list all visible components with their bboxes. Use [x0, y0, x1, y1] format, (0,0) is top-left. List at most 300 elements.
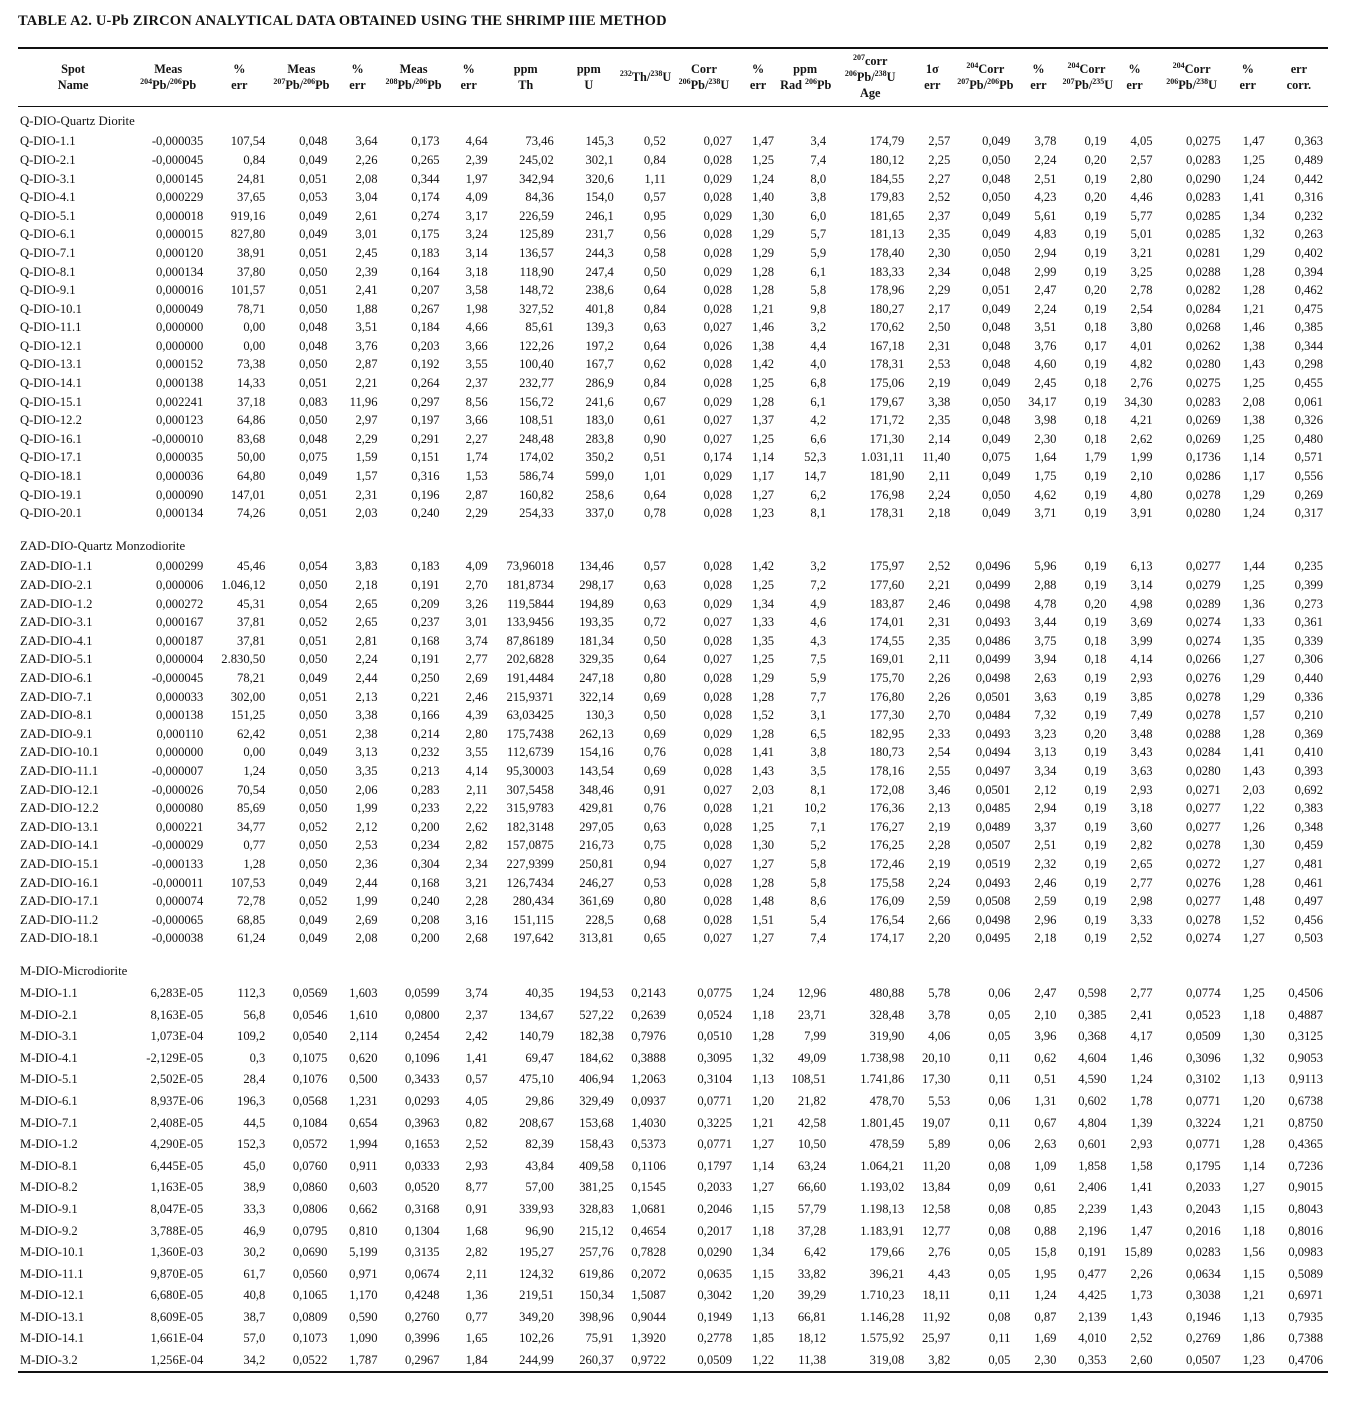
table-cell: 2,28	[465, 894, 488, 909]
table-cell: 175,7438	[506, 726, 554, 741]
table-cell: 0,050	[299, 357, 328, 372]
table-cell: 361,69	[579, 894, 614, 909]
table-cell: 1,2063	[631, 1072, 666, 1087]
table-cell: 0,200	[411, 931, 440, 946]
table-cell: 2,63	[1034, 670, 1057, 685]
table-cell: 0,2454	[404, 1029, 440, 1044]
table-cell: 179,67	[869, 394, 905, 409]
table-cell: 0,000134	[156, 506, 204, 521]
table-cell: 0,1084	[292, 1115, 328, 1130]
table-cell: 0,0771	[697, 1137, 733, 1152]
table-cell: 313,81	[579, 931, 614, 946]
table-cell: 2,93	[1130, 782, 1153, 797]
table-cell: 202,6828	[506, 652, 554, 667]
spot-name-cell: M-DIO-11.1	[20, 1266, 84, 1281]
table-cell: 4,2	[810, 413, 827, 428]
table-cell: 406,94	[579, 1072, 614, 1087]
table-cell: 1,28	[752, 726, 775, 741]
table-cell: 1,34	[752, 596, 775, 611]
table-cell: 3,64	[355, 134, 378, 149]
table-cell: 1,30	[752, 838, 775, 853]
table-cell: 2,52	[928, 559, 951, 574]
table-cell: 3,63	[1130, 763, 1153, 778]
table-cell: 1,28	[243, 856, 266, 871]
table-cell: 2,11	[466, 782, 488, 797]
spot-name-cell: Q-DIO-17.1	[20, 450, 82, 465]
table-cell: 0,57	[643, 559, 666, 574]
table-cell: 1,47	[1242, 134, 1265, 149]
table-cell: 1,52	[1242, 912, 1265, 927]
table-cell: 0,87	[1034, 1309, 1057, 1324]
table-cell: 2,76	[1130, 376, 1153, 391]
table-cell: 136,57	[519, 245, 554, 260]
spot-name-cell: M-DIO-5.1	[20, 1072, 78, 1087]
table-cell: 184,55	[869, 171, 905, 186]
table-cell: 6,680E-05	[150, 1288, 204, 1303]
table-cell: 329,35	[579, 652, 614, 667]
table-cell: 1,25	[752, 652, 775, 667]
table-cell: 0,0498	[975, 670, 1011, 685]
table-cell: 2,17	[928, 301, 951, 316]
table-cell: 5,78	[928, 985, 951, 1000]
table-cell: 49,09	[797, 1050, 827, 1065]
table-cell: 6,8	[810, 376, 827, 391]
table-cell: 5,8	[810, 283, 827, 298]
table-cell: 0,64	[643, 652, 666, 667]
table-cell: 478,70	[869, 1093, 905, 1108]
table-cell: 1,25	[1242, 431, 1265, 446]
table-cell: 2,80	[465, 726, 488, 741]
table-cell: 33,3	[243, 1201, 266, 1216]
table-cell: 2,70	[928, 708, 951, 723]
table-cell: 297,05	[579, 819, 614, 834]
table-cell: 0,475	[1294, 301, 1323, 316]
table-cell: 0,051	[299, 283, 328, 298]
table-cell: 0,69	[643, 689, 666, 704]
table-cell: 39,29	[797, 1288, 827, 1303]
table-cell: 28,4	[243, 1072, 266, 1087]
table-cell: 0,050	[299, 801, 328, 816]
table-cell: 1,29	[752, 670, 775, 685]
table-cell: 0,0540	[292, 1029, 328, 1044]
table-cell: 0,028	[703, 559, 733, 574]
table-cell: 2,03	[752, 782, 775, 797]
table-cell: 0,1797	[697, 1158, 733, 1173]
table-cell: 0,0509	[1186, 1029, 1221, 1044]
table-cell: 0,556	[1294, 469, 1323, 484]
table-cell: 2,57	[928, 134, 951, 149]
table-cell: 0,028	[703, 190, 733, 205]
table-row	[18, 281, 1328, 300]
table-cell: 0,19	[1084, 264, 1107, 279]
table-cell: 7,2	[810, 578, 827, 592]
table-cell: 0,0809	[292, 1309, 328, 1324]
table-cell: 0,19	[1084, 875, 1107, 890]
table-cell: 0,7935	[1288, 1309, 1323, 1324]
table-cell: 8,77	[465, 1180, 488, 1195]
table-cell: 0,000035	[156, 450, 204, 465]
table-cell: 2,11	[928, 652, 951, 667]
table-cell: 0,0795	[292, 1223, 328, 1238]
table-cell: 0,184	[411, 320, 440, 335]
table-cell: 1,14	[1242, 450, 1265, 465]
table-cell: 0,174	[703, 450, 733, 465]
table-cell: 0,3135	[404, 1245, 440, 1260]
table-cell: 11,40	[922, 450, 951, 465]
table-cell: 0,168	[411, 875, 440, 890]
spot-name-cell: M-DIO-12.1	[20, 1288, 85, 1303]
table-row	[18, 781, 1328, 800]
table-cell: 12,58	[921, 1201, 951, 1216]
table-cell: 0,183	[411, 245, 440, 260]
table-cell: 1,610	[349, 1007, 378, 1022]
table-cell: 0,3102	[1186, 1072, 1221, 1087]
table-cell: 0,3996	[404, 1331, 440, 1346]
table-cell: 1,27	[752, 1180, 775, 1195]
table-cell: 0,026	[703, 338, 733, 353]
table-title: TABLE A2. U-Pb ZIRCON ANALYTICAL DATA OBTAINED USING THE SHRIMP IIIE METHOD	[18, 13, 667, 29]
table-cell: 176,98	[869, 487, 905, 502]
table-cell: 0,0546	[292, 1007, 328, 1022]
table-cell: 96,90	[525, 1223, 554, 1238]
table-cell: 124,32	[519, 1266, 554, 1281]
table-cell: 3,94	[1034, 652, 1057, 667]
table-cell: 0,028	[703, 708, 733, 723]
table-cell: 0,442	[1294, 171, 1323, 186]
table-cell: 1,57	[355, 469, 378, 484]
table-cell: 2,11	[928, 469, 951, 484]
table-cell: 0,385	[1078, 1007, 1107, 1022]
table-cell: 1,073E-04	[150, 1029, 204, 1044]
table-cell: 1,28	[752, 1029, 775, 1044]
table-cell: 0,000074	[156, 894, 204, 909]
table-cell: 3,04	[355, 190, 378, 205]
table-cell: 4,590	[1078, 1072, 1107, 1087]
table-cell: 328,48	[869, 1007, 905, 1022]
table-cell: 2,76	[928, 1245, 951, 1260]
table-cell: 244,99	[519, 1353, 554, 1368]
table-cell: 83,68	[237, 431, 266, 446]
table-cell: 2,08	[355, 171, 378, 186]
table-cell: 0,051	[299, 633, 328, 648]
table-cell: 33,82	[797, 1266, 827, 1281]
table-cell: 46,9	[243, 1223, 266, 1238]
table-cell: 1.741,86	[860, 1072, 905, 1087]
table-cell: 0,000120	[156, 245, 204, 260]
table-cell: 0,00	[243, 320, 266, 335]
table-cell: 154,16	[579, 745, 614, 760]
table-cell: -0,000010	[151, 431, 204, 446]
table-cell: 2,77	[465, 652, 488, 667]
table-cell: 2,39	[355, 264, 378, 279]
table-cell: 3,58	[465, 283, 488, 298]
table-cell: 1.146,28	[860, 1309, 905, 1324]
table-row	[18, 595, 1328, 614]
table-cell: 475,10	[519, 1072, 554, 1087]
table-cell: 151,25	[230, 708, 266, 723]
table-cell: 11,20	[922, 1158, 951, 1173]
table-cell: 260,37	[579, 1353, 614, 1368]
table-cell: 4,64	[465, 134, 488, 149]
table-cell: 37,28	[797, 1223, 827, 1238]
table-cell: 0,049	[982, 469, 1011, 484]
table-cell: 84,36	[525, 190, 554, 205]
table-row	[18, 337, 1328, 356]
spot-name-cell: Q-DIO-5.1	[20, 208, 76, 223]
table-cell: 1,13	[752, 1072, 775, 1087]
table-cell: 2,87	[465, 487, 488, 502]
table-cell: 0,477	[1078, 1266, 1107, 1281]
table-cell: 1,26	[1242, 819, 1265, 834]
table-cell: 0,049	[299, 875, 328, 890]
table-cell: 1,28	[752, 264, 775, 279]
table-cell: 196,3	[237, 1093, 266, 1108]
table-cell: 0,197	[411, 413, 440, 428]
table-cell: 2,77	[1130, 985, 1153, 1000]
table-cell: 0,1304	[404, 1223, 440, 1238]
table-cell: 0,76	[643, 745, 666, 760]
spot-name-cell: ZAD-DIO-16.1	[20, 875, 99, 890]
spot-name-cell: Q-DIO-7.1	[20, 245, 76, 260]
table-cell: 0,075	[299, 450, 328, 465]
table-cell: 8,163E-05	[150, 1007, 204, 1022]
table-cell: 0,000000	[156, 320, 204, 335]
table-cell: 2,31	[928, 615, 951, 630]
table-cell: 2,35	[928, 227, 951, 242]
table-cell: 0,075	[982, 450, 1011, 465]
table-cell: 0,049	[982, 431, 1011, 446]
table-cell: 0,11	[988, 1050, 1011, 1065]
table-cell: 6,445E-05	[150, 1158, 204, 1173]
spot-name-cell: Q-DIO-11.1	[20, 320, 82, 335]
table-cell: 339,93	[519, 1201, 554, 1216]
table-cell: 1,32	[1242, 227, 1265, 242]
table-cell: 381,25	[579, 1180, 614, 1195]
table-cell: 6,1	[810, 394, 827, 409]
table-cell: 1,33	[1242, 615, 1265, 630]
table-cell: 178,96	[869, 283, 905, 298]
table-cell: 0,050	[299, 301, 328, 316]
table-cell: 0,0280	[1186, 763, 1221, 778]
table-cell: 0,265	[411, 152, 440, 167]
table-cell: 1,28	[752, 283, 775, 298]
table-cell: 3,38	[928, 394, 951, 409]
table-cell: 2,12	[355, 819, 378, 834]
table-cell: 0,19	[1084, 245, 1107, 260]
table-cell: 2,10	[1130, 469, 1153, 484]
table-cell: 0,0800	[404, 1007, 440, 1022]
table-cell: 133,9456	[506, 615, 554, 630]
table-cell: 0,1076	[292, 1072, 328, 1087]
table-cell: 0,210	[1294, 708, 1323, 723]
table-cell: 0,383	[1294, 801, 1323, 816]
table-cell: 176,25	[869, 838, 905, 853]
table-cell: 0,91	[643, 782, 666, 797]
table-cell: 0,590	[349, 1309, 378, 1324]
table-cell: 64,80	[237, 469, 266, 484]
table-cell: 0,19	[1084, 689, 1107, 704]
table-cell: 8,047E-05	[150, 1201, 204, 1216]
table-cell: 0,052	[299, 894, 328, 909]
table-cell: 246,1	[585, 208, 614, 223]
table-cell: 8,609E-05	[150, 1309, 204, 1324]
table-cell: 1,603	[349, 985, 378, 1000]
column-header: err corr.	[1270, 48, 1328, 106]
section-label: ZAD-DIO-Quartz Monzodiorite	[20, 538, 186, 553]
table-row	[18, 170, 1328, 189]
table-cell: 0,08	[988, 1309, 1011, 1324]
table-cell: 319,90	[869, 1029, 905, 1044]
spot-name-cell: ZAD-DIO-14.1	[20, 838, 99, 853]
table-cell: 0,456	[1294, 912, 1323, 927]
table-body	[18, 106, 1328, 1372]
table-cell: 0,0281	[1186, 245, 1221, 260]
table-cell: 0,0572	[292, 1137, 328, 1152]
table-row	[18, 744, 1328, 763]
table-cell: 0,048	[299, 431, 328, 446]
table-cell: 156,72	[519, 394, 554, 409]
table-cell: 3,17	[465, 208, 488, 223]
spot-name-cell: ZAD-DIO-11.2	[20, 912, 99, 927]
table-cell: 1,43	[1242, 357, 1265, 372]
table-cell: 125,89	[519, 227, 554, 242]
table-cell: 0,0277	[1186, 894, 1221, 909]
table-cell: 0,9015	[1288, 1180, 1323, 1195]
table-cell: 197,642	[512, 931, 554, 946]
table-cell: 0,0278	[1186, 487, 1221, 502]
table-cell: 3,63	[1034, 689, 1057, 704]
table-cell: 3,14	[1130, 578, 1153, 592]
table-cell: 0,598	[1078, 985, 1107, 1000]
table-cell: 0,0690	[292, 1245, 328, 1260]
table-cell: 2,35	[928, 413, 951, 428]
table-cell: 10,2	[804, 801, 827, 816]
table-cell: 0,2760	[404, 1309, 440, 1324]
table-cell: 1,95	[1034, 1266, 1057, 1281]
table-cell: 0,0560	[292, 1266, 328, 1281]
table-cell: 2,45	[1034, 376, 1057, 391]
table-cell: 0,049	[299, 208, 328, 223]
table-cell: 2,81	[355, 633, 378, 648]
table-cell: 0,0771	[1186, 1093, 1221, 1108]
table-cell: 0,69	[643, 726, 666, 741]
table-cell: 827,80	[230, 227, 266, 242]
table-cell: 2,27	[465, 431, 488, 446]
table-cell: 2,55	[928, 763, 951, 778]
table-cell: 0,19	[1084, 782, 1107, 797]
table-cell: 0,267	[411, 301, 440, 316]
table-cell: 4,43	[928, 1266, 951, 1281]
table-cell: 3,66	[465, 338, 488, 353]
spot-name-cell: M-DIO-7.1	[20, 1115, 78, 1130]
table-cell: 64,86	[237, 413, 266, 428]
table-row	[18, 133, 1328, 152]
table-cell: 2,52	[928, 190, 951, 205]
table-cell: 1,25	[752, 578, 775, 592]
spot-name-cell: ZAD-DIO-10.1	[20, 745, 99, 760]
table-cell: 177,30	[869, 708, 905, 723]
table-cell: 396,21	[869, 1266, 905, 1281]
column-header: ppm U	[559, 48, 619, 106]
table-cell: 0,4365	[1288, 1137, 1323, 1152]
table-cell: 1,27	[1242, 856, 1265, 871]
table-cell: 147,01	[230, 487, 266, 502]
table-cell: 302,1	[585, 152, 614, 167]
table-cell: 0,57	[643, 190, 666, 205]
table-cell: 176,54	[869, 912, 905, 927]
table-cell: 2,46	[1034, 875, 1057, 890]
table-row	[18, 576, 1328, 595]
table-row	[18, 244, 1328, 263]
table-cell: 0,028	[703, 633, 733, 648]
table-cell: 1,27	[752, 856, 775, 871]
table-row	[18, 188, 1328, 207]
table-cell: 329,49	[579, 1093, 614, 1108]
table-cell: 3,43	[1130, 745, 1153, 760]
table-cell: 0,0775	[697, 985, 733, 1000]
table-cell: 85,69	[237, 801, 266, 816]
table-cell: 1,41	[752, 745, 775, 760]
table-cell: 2,52	[465, 1137, 488, 1152]
table-cell: 0,029	[703, 208, 733, 223]
table-cell: 63,03425	[506, 708, 554, 723]
table-cell: 0,0333	[404, 1158, 440, 1173]
column-header: % err	[332, 48, 382, 106]
table-cell: 57,00	[525, 1180, 554, 1195]
table-cell: 0,19	[1084, 227, 1107, 242]
table-cell: 1,52	[752, 708, 775, 723]
table-row	[18, 892, 1328, 911]
table-row	[18, 207, 1328, 226]
table-cell: 34,77	[237, 819, 266, 834]
table-cell: 1,58	[1130, 1158, 1153, 1173]
table-cell: 5,4	[810, 912, 827, 927]
table-cell: 0,233	[411, 801, 440, 816]
table-cell: 0,399	[1294, 578, 1323, 592]
table-cell: 1,74	[465, 450, 488, 465]
table-cell: 0,19	[1084, 931, 1107, 946]
table-cell: 1,51	[752, 912, 775, 927]
table-cell: 0,237	[411, 615, 440, 630]
table-cell: 140,79	[519, 1029, 554, 1044]
table-cell: 0,0771	[1186, 1137, 1221, 1152]
table-cell: 3,13	[1034, 745, 1057, 760]
spot-name-cell: Q-DIO-6.1	[20, 227, 76, 242]
table-cell: 0,51	[1034, 1072, 1057, 1087]
table-cell: 0,3095	[697, 1050, 733, 1065]
table-cell: 0,19	[1084, 559, 1107, 574]
table-cell: 2,37	[928, 208, 951, 223]
table-cell: 171,72	[869, 413, 905, 428]
table-cell: 1,28	[752, 689, 775, 704]
table-cell: 0,050	[299, 838, 328, 853]
table-row	[18, 929, 1328, 948]
table-cell: -0,000026	[151, 782, 204, 797]
table-row	[18, 1091, 1328, 1113]
table-cell: 4,17	[1130, 1029, 1153, 1044]
table-cell: 0,028	[703, 763, 733, 778]
table-cell: 3,83	[355, 559, 378, 574]
spot-name-cell: ZAD-DIO-3.1	[20, 615, 93, 630]
table-cell: 4,78	[1034, 596, 1057, 611]
table-cell: 5,89	[928, 1137, 951, 1152]
table-cell: 0,1106	[631, 1158, 666, 1173]
table-cell: 78,21	[237, 670, 266, 685]
table-cell: 37,65	[237, 190, 266, 205]
table-cell: 1,27	[1242, 1180, 1265, 1195]
table-cell: 2,38	[355, 726, 378, 741]
table-cell: 2,29	[355, 431, 378, 446]
